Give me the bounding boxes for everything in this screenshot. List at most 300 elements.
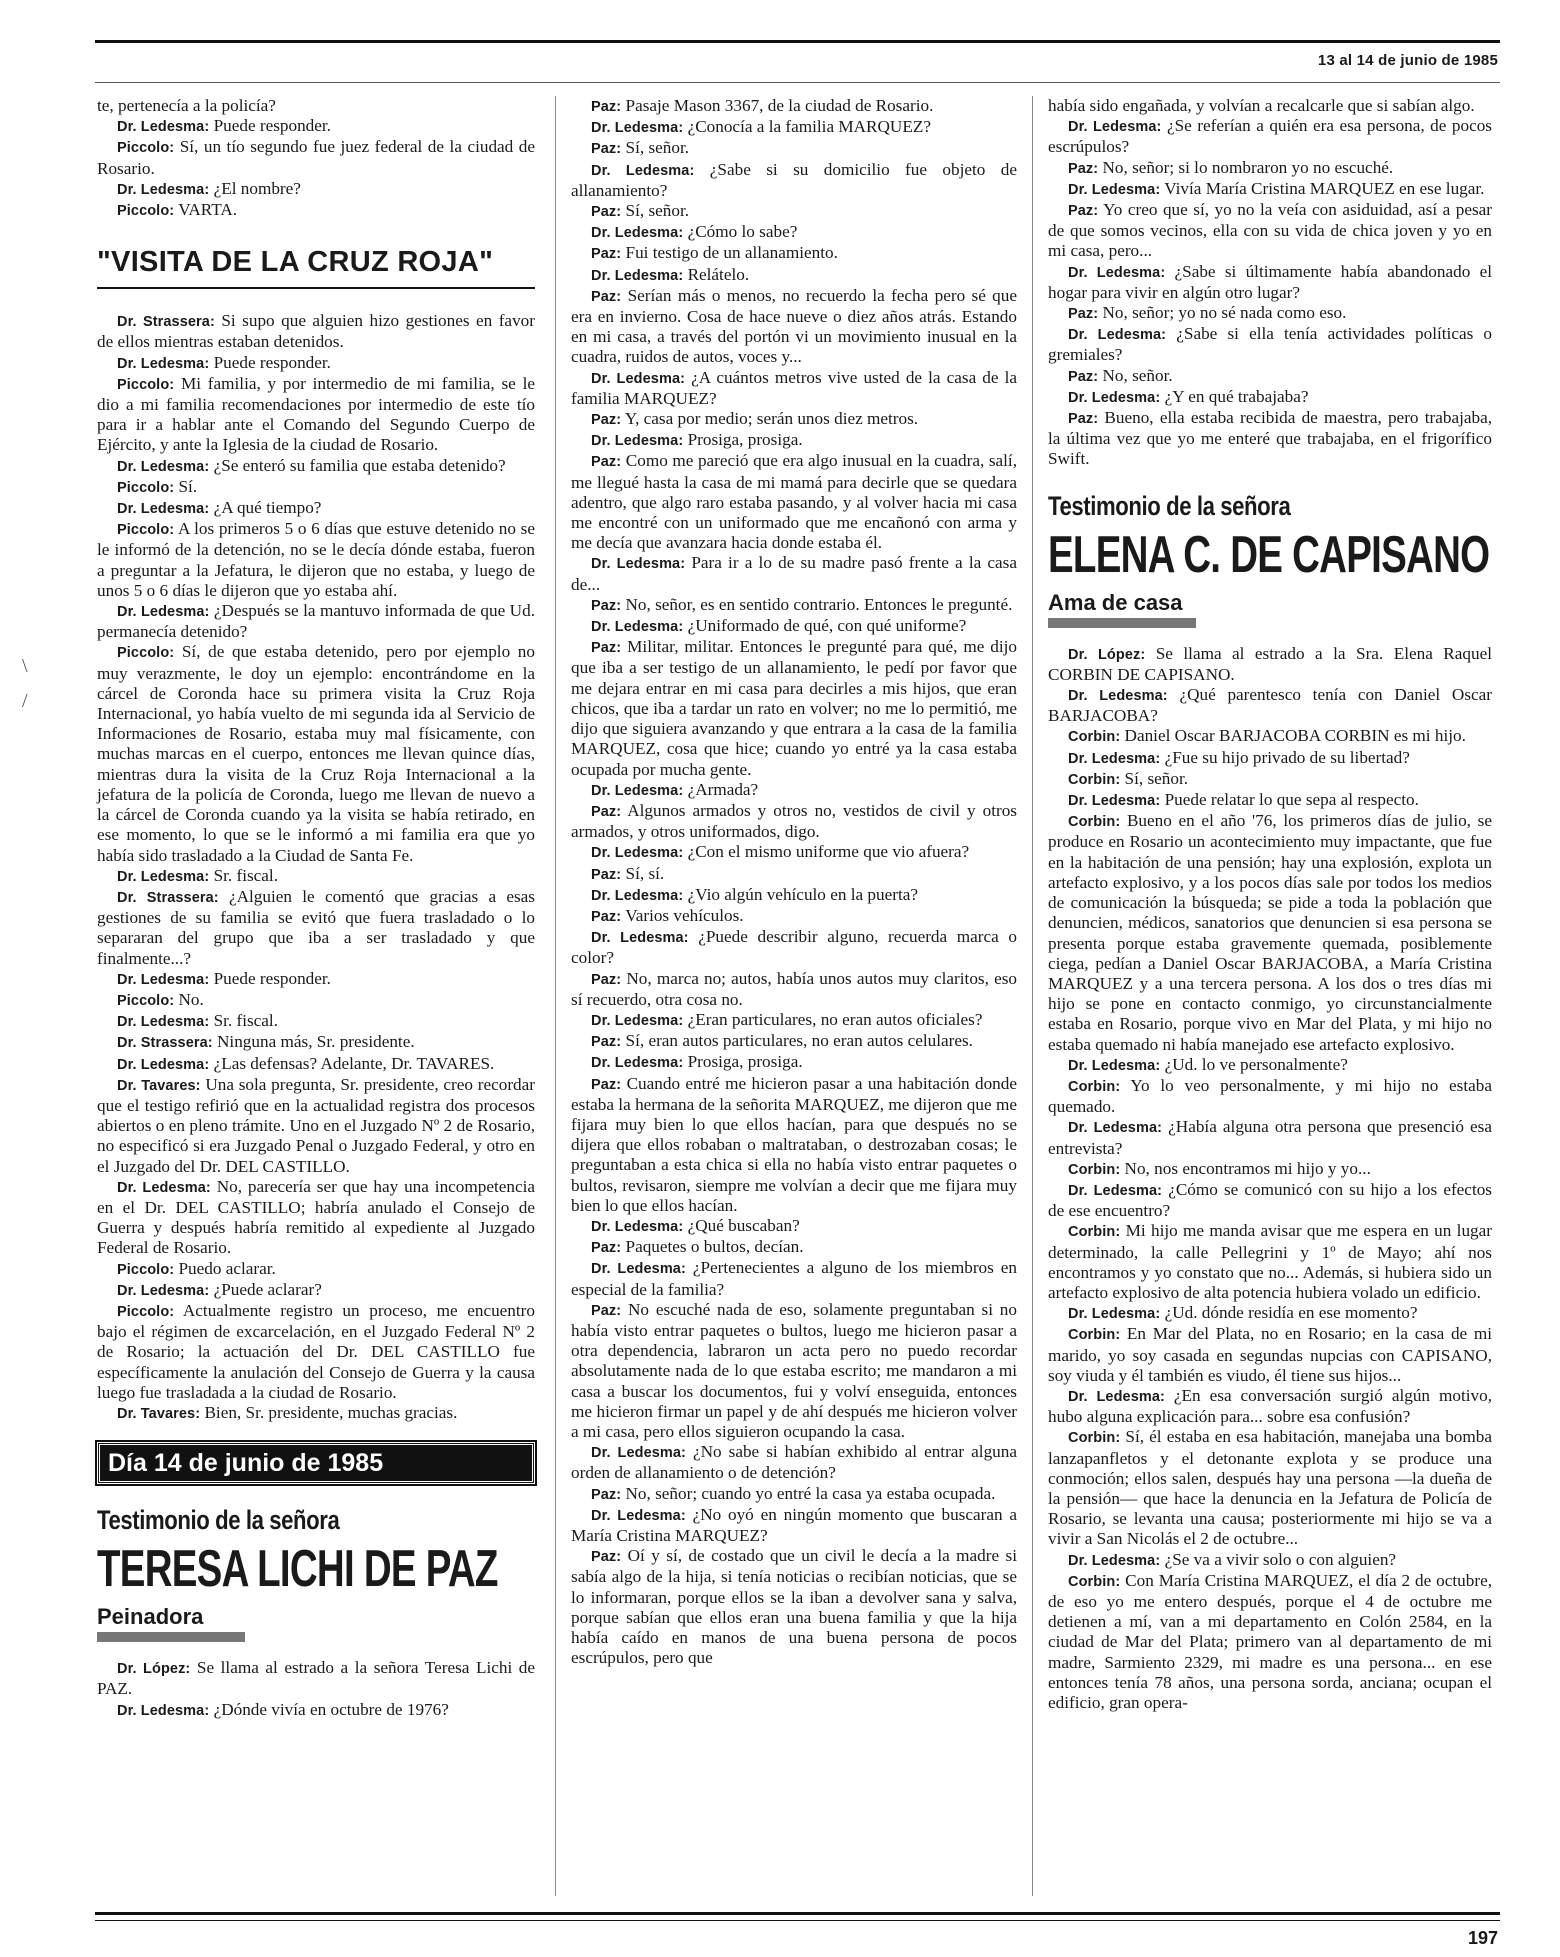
col1-paragraphs-b (97, 311, 535, 1424)
column-rule (1032, 96, 1033, 1896)
testimony-name: ELENA C. DE CAPISANO (1048, 525, 1490, 584)
speaker-label: Paz: (1068, 368, 1099, 385)
speaker-label: Dr. Ledesma: (1068, 264, 1166, 281)
speaker-label: Corbin: (1068, 1078, 1121, 1095)
speech-text: VARTA. (174, 200, 238, 220)
transcript-paragraph (571, 864, 1017, 885)
speaker-label: Dr. Ledesma: (1068, 688, 1168, 705)
speaker-label: Paz: (1068, 203, 1099, 220)
transcript-paragraph (571, 1031, 1017, 1052)
speaker-label: Paz: (591, 99, 622, 115)
transcript-paragraph (571, 1505, 1017, 1546)
speech-text: ¿Ud. dónde residía en ese momento? (1160, 1303, 1418, 1323)
speaker-label: Paz: (591, 288, 622, 305)
speaker-label: Dr. Strassera: (117, 889, 219, 906)
transcript-paragraph (97, 887, 535, 969)
transcript-paragraph (1048, 748, 1492, 769)
speaker-label: Corbin: (1068, 1430, 1121, 1447)
speaker-label: Dr. Ledesma: (591, 845, 684, 862)
transcript-paragraph (97, 990, 535, 1011)
speech-text: Bueno en el año '76, los primeros días de julio, se produce en Rosario un acontecimiento muy impactante, que fue en la habitación de una pensión; hay una explosión, explota un artefacto explosivo, y a los pocos días sale por todos los medios de comunicación la búsqueda; se pide a toda la población que denuncien, médicos, sanatorios que denuncien si esa persona se presenta porque estaba gravemente quemada, posiblemente ciega, pedían a Daniel Oscar BARJACOBA, a María Cristina MARQUEZ y a una tercera persona. A los dos o tres días mi hijo se pone en contacto conmigo, yo circunstancialmente estaba en Rosario, porque vivo en Mar del Plata, y mi hijo no estaba quemado ni había manejado ese artefacto explosivo. (1048, 811, 1492, 1054)
transcript-paragraph (97, 1032, 535, 1053)
transcript-paragraph (1048, 158, 1492, 179)
speaker-label: Paz: (1068, 411, 1099, 428)
speech-text: Varios vehículos. (621, 905, 744, 925)
transcript-paragraph (97, 200, 535, 221)
speaker-label: Piccolo: (117, 1261, 175, 1278)
transcript-paragraph (97, 498, 535, 519)
speaker-label: Paz: (591, 1240, 622, 1257)
transcript-paragraph (97, 866, 535, 887)
transcript-paragraph (571, 368, 1017, 409)
testimony-role: Ama de casa (1048, 589, 1183, 615)
transcript-paragraph (571, 1237, 1017, 1258)
speaker-label: Dr. Ledesma: (591, 1507, 686, 1524)
transcript-paragraph (1048, 1427, 1492, 1549)
speech-text: No, señor; si lo nombraron yo no escuché. (1098, 157, 1394, 177)
speaker-label: Paz: (591, 141, 622, 158)
speaker-label: Paz: (591, 908, 622, 925)
transcript-paragraph (97, 1177, 535, 1259)
transcript-paragraph (97, 116, 535, 137)
speech-text: No. (174, 989, 204, 1009)
speaker-label: Corbin: (1068, 771, 1121, 788)
speech-text: Puede responder. (209, 352, 331, 372)
col3-paragraphs-a (1048, 96, 1492, 470)
speech-text: Paquetes o bultos, decían. (621, 1237, 804, 1257)
transcript-paragraph (571, 1258, 1017, 1299)
testimony-heading: Testimonio de la señora (97, 1505, 340, 1536)
speaker-label: Dr. Ledesma: (591, 1261, 686, 1278)
speech-text: ¿Con el mismo uniforme que vio afuera? (683, 842, 970, 862)
speaker-label: Paz: (591, 640, 622, 657)
speech-text: Militar, militar. Entonces le pregunté para qué, me dijo que iba a ser testigo de un allanamiento, le pedí por favor que me dejara entrar en mi casa para decirles a mis hijos, que eran chicos, que iba a tardar un rato en volver; no me lo permitió, me dijo que siguiera avanzando y que entrara a la casa de la familia MARQUEZ, cosa que hice; cuando yo entré ya la casa estaba ocupada por mucha gente. (571, 637, 1017, 779)
speaker-label: Dr. Strassera: (117, 314, 215, 331)
speech-text: ¿Ud. lo ve personalmente? (1160, 1054, 1348, 1074)
speaker-label: Dr. Ledesma: (117, 119, 210, 136)
transcript-paragraph (1048, 179, 1492, 200)
speech-text: Una sola pregunta, Sr. presidente, creo recordar que el testigo refirió que en la actualidad registra dos procesos abiertos o en pleno trámite. Uno en el Juzgado Nº 2 de Rosario, no especificó si era Juzgado Penal o Juzgado Federal, y otro en el Juzgado del Dr. DEL CASTILLO. (97, 1074, 535, 1176)
speaker-label: Dr. López: (1068, 646, 1146, 663)
speaker-label: Dr. Ledesma: (591, 1445, 686, 1462)
transcript-paragraph (571, 201, 1017, 222)
column-1 (97, 96, 535, 1721)
transcript-paragraph (571, 595, 1017, 616)
transcript-paragraph (1048, 1303, 1492, 1324)
speaker-label: Paz: (591, 1486, 622, 1503)
speech-text: No, señor; cuando yo entré la casa ya estaba ocupada. (621, 1483, 996, 1503)
speech-text: ¿Había alguna otra persona que presenció esa entrevista? (1048, 1117, 1492, 1158)
speaker-label: Piccolo: (117, 376, 175, 393)
speaker-label: Dr. Ledesma: (591, 370, 686, 387)
testimony-name: TERESA LICHI DE PAZ (97, 1540, 498, 1599)
transcript-paragraph (1048, 116, 1492, 157)
speaker-label: Dr. Ledesma: (591, 1012, 684, 1029)
testimony-heading: Testimonio de la señora (1048, 490, 1291, 521)
speaker-label: Dr. Ledesma: (591, 120, 684, 137)
speaker-label: Dr. Ledesma: (117, 971, 210, 988)
col3-paragraphs-b (1048, 644, 1492, 1714)
transcript-paragraph (1048, 1159, 1492, 1180)
transcript-paragraph (571, 409, 1017, 430)
transcript-paragraph (97, 601, 535, 642)
speech-text: ¿Uniformado de qué, con qué uniforme? (683, 616, 967, 636)
transcript-paragraph (571, 117, 1017, 138)
speech-text: Y, casa por medio; serán unos diez metros. (621, 409, 919, 429)
speech-text: No, marca no; autos, había unos autos muy claritos, eso sí recuerdo, otra cosa no. (571, 968, 1017, 1009)
speaker-label: Dr. Tavares: (117, 1077, 201, 1094)
transcript-paragraph (97, 1403, 535, 1424)
speaker-label: Dr. Ledesma: (591, 887, 684, 904)
speaker-label: Dr. Ledesma: (1068, 327, 1167, 344)
transcript-paragraph (97, 969, 535, 990)
speech-text: Sr. fiscal. (209, 1011, 279, 1031)
transcript-paragraph (97, 1280, 535, 1301)
transcript-paragraph (1048, 200, 1492, 262)
speech-text: ¿Las defensas? Adelante, Dr. TAVARES. (209, 1053, 495, 1073)
speech-text: ¿Se va a vivir solo o con alguien? (1160, 1549, 1397, 1569)
transcript-paragraph (97, 1075, 535, 1177)
speaker-label: Paz: (591, 1549, 622, 1566)
transcript-paragraph (97, 642, 535, 865)
speaker-label: Paz: (591, 803, 622, 820)
transcript-paragraph (1048, 408, 1492, 470)
column-rule (555, 96, 556, 1896)
role-bar (1048, 618, 1196, 628)
speaker-label: Dr. Ledesma: (591, 782, 684, 799)
transcript-paragraph (571, 885, 1017, 906)
bottom-rule (95, 1912, 1500, 1915)
speech-text: ¿Sabe si su domicilio fue objeto de allanamiento? (571, 159, 1017, 200)
transcript-paragraph (97, 311, 535, 352)
speech-text: No, señor, es en sentido contrario. Entonces le pregunté. (621, 594, 1013, 614)
speech-text: Si supo que alguien hizo gestiones en favor de ellos mientras estaban detenidos. (97, 311, 535, 352)
transcript-paragraph (1048, 726, 1492, 747)
transcript-paragraph (571, 96, 1017, 117)
transcript-paragraph (97, 1301, 535, 1403)
speech-text: ¿Se enteró su familia que estaba detenido? (209, 455, 506, 475)
speech-text: Sí. (174, 476, 198, 496)
speech-text: Puede responder. (209, 116, 331, 136)
speaker-label: Corbin: (1068, 1327, 1121, 1344)
speaker-label: Dr. Ledesma: (591, 1218, 684, 1235)
speaker-label: Dr. Ledesma: (117, 1014, 210, 1031)
transcript-paragraph (571, 969, 1017, 1010)
speech-text: ¿Puede describir alguno, recuerda marca o color? (571, 927, 1018, 968)
speaker-label: Dr. Ledesma: (117, 1179, 211, 1196)
speech-text: ¿No sabe si habían exhibido al entrar alguna orden de allanamiento o de detención? (571, 1442, 1017, 1483)
section-rule (97, 287, 535, 289)
transcript-paragraph (1048, 366, 1492, 387)
speaker-label: Piccolo: (117, 992, 175, 1009)
transcript-paragraph (1048, 1324, 1492, 1386)
speech-text: Relátelo. (683, 264, 750, 284)
speech-text: ¿Qué parentesco tenía con Daniel Oscar BARJACOBA? (1048, 685, 1492, 726)
speaker-label: Dr. Ledesma: (1068, 389, 1161, 406)
speech-text: Yo lo veo personalmente, y mi hijo no estaba quemado. (1048, 1075, 1492, 1117)
speaker-label: Corbin: (1068, 729, 1121, 746)
speech-text: ¿Puede aclarar? (209, 1279, 322, 1299)
transcript-paragraph (1048, 96, 1492, 116)
transcript-paragraph (571, 1010, 1017, 1031)
speech-text: Sí, eran autos particulares, no eran autos celulares. (621, 1031, 973, 1051)
speaker-label: Dr. Ledesma: (1068, 1552, 1161, 1569)
speech-text: ¿Eran particulares, no eran autos oficiales? (683, 1009, 983, 1029)
margin-mark: \ (22, 655, 28, 677)
speech-text: Prosiga, prosiga. (683, 430, 803, 450)
transcript-paragraph (571, 1442, 1017, 1483)
speech-text: te, pertenecía a la policía? (97, 96, 276, 115)
transcript-paragraph (571, 1546, 1017, 1668)
speech-text: En Mar del Plata, no en Rosario; en la casa de mi marido, yo soy casada en segundas nupcias con CAPISANO, soy viuda y él también es viudo, él tiene sus hijos... (1048, 1324, 1492, 1385)
transcript-paragraph (571, 160, 1017, 201)
speaker-label: Dr. Ledesma: (117, 604, 210, 621)
speaker-label: Dr. Ledesma: (117, 458, 210, 475)
speaker-label: Paz: (1068, 306, 1099, 323)
transcript-paragraph (571, 1216, 1017, 1237)
transcript-paragraph (97, 137, 535, 178)
speech-text: Oí y sí, de costado que un civil le decía a la madre si sabía algo de la hija, si tenía noticias o recibían noticias, que se lo informaran, porque ellos se la iban a devolver sana y salva, porque sabían que ellos eran una buena familia y que la hija había caído en manos de una buena persona de pocos escrúpulos, pero que (571, 1546, 1017, 1668)
speaker-label: Paz: (591, 1076, 622, 1093)
speech-text: Como me pareció que era algo inusual en la cuadra, salí, me llegué hasta la casa de mi mamá para decirle que se quedara adentro, que algo raro estaba pasando, y al volver hacia mi casa me encontré con un uniformado que me encañonó con arma y me decía que avanzara hacia donde estaba él. (571, 451, 1017, 553)
transcript-paragraph (1048, 303, 1492, 324)
speaker-label: Paz: (591, 597, 622, 614)
transcript-paragraph (97, 1054, 535, 1075)
speech-text: Sí, señor. (1120, 768, 1189, 788)
speaker-label: Dr. Strassera: (117, 1035, 213, 1052)
transcript-paragraph (1048, 1571, 1492, 1713)
speech-text: ¿Qué buscaban? (683, 1215, 800, 1235)
speaker-label: Piccolo: (117, 1303, 175, 1320)
speaker-label: Dr. Ledesma: (591, 225, 684, 242)
speech-text: Con María Cristina MARQUEZ, el día 2 de octubre, de eso yo me entero después, porque el 4 de octubre me detienen a mí, van a mi departamento en Colón 2584, en la ciudad de Mar del Plata; primero van al departamento de mi madre, Sarmiento 2329, mi madre es una persona... en ese entonces tenía 78 años, una persona sorda, anciana; ocupan el edificio, gran opera- (1048, 1570, 1492, 1713)
speech-text: ¿Cómo lo sabe? (683, 222, 798, 242)
transcript-paragraph (97, 353, 535, 374)
speaker-label: Dr. Tavares: (117, 1405, 201, 1422)
transcript-paragraph (571, 265, 1017, 286)
speaker-label: Dr. Ledesma: (591, 267, 684, 284)
speaker-label: Dr. Ledesma: (591, 1055, 684, 1072)
speaker-label: Dr. Ledesma: (591, 619, 684, 636)
speech-text: ¿Vio algún vehículo en la puerta? (683, 884, 918, 904)
speech-text: No, parecería ser que hay una incompetencia en el Dr. DEL CASTILLO; habría anulado el Consejo de Guerra y después habría remitido al expediente al Juzgado Federal de Rosario. (97, 1176, 536, 1258)
speech-text: ¿Armada? (683, 779, 759, 799)
transcript-paragraph (97, 374, 535, 456)
speech-text: Bueno, ella estaba recibida de maestra, pero trabajaba, la última vez que yo me enteré que trabajaba, en el frigorífico Swift. (1048, 408, 1492, 469)
speech-text: Bien, Sr. presidente, muchas gracias. (200, 1402, 458, 1422)
speech-text: Se llama al estrado a la señora Teresa Lichi de PAZ. (97, 1658, 535, 1699)
speaker-label: Dr. Ledesma: (591, 930, 689, 947)
speech-text: Sí, él estaba en esa habitación, manejaba una bomba lanzapanfletos y el detonante explota y se produce una conmoción; ellos salen, después hay una persona —la dueña de la pensión— que hace la denuncia en la Jefatura de Policía de Rosario, se levanta una causa; posteriormente mi hijo se va a vivir a San Nicolás el 2 de octubre... (1048, 1427, 1492, 1549)
transcript-paragraph (97, 1700, 535, 1721)
transcript-paragraph (1048, 1076, 1492, 1117)
speaker-label: Dr. Ledesma: (591, 162, 695, 179)
speech-text: Prosiga, prosiga. (683, 1052, 803, 1072)
speaker-label: Paz: (591, 454, 622, 471)
speech-text: ¿Dónde vivía en octubre de 1976? (209, 1699, 449, 1719)
margin-mark: / (22, 690, 28, 712)
speech-text: Sí, señor. (621, 201, 690, 221)
transcript-paragraph (571, 1074, 1017, 1216)
speech-text: Fui testigo de un allanamiento. (621, 243, 838, 263)
speech-text: Se llama al estrado a la Sra. Elena Raquel CORBIN DE CAPISANO. (1048, 643, 1492, 684)
speech-text: No, nos encontramos mi hijo y yo... (1120, 1158, 1371, 1178)
transcript-paragraph (571, 451, 1017, 553)
column-2 (571, 96, 1017, 1668)
bottom-rule (95, 1920, 1500, 1921)
speaker-label: Corbin: (1068, 1224, 1121, 1241)
speaker-label: Dr. Ledesma: (117, 501, 210, 518)
speaker-label: Dr. Ledesma: (1068, 793, 1161, 810)
speech-text: Sí, un tío segundo fue juez federal de la ciudad de Rosario. (97, 137, 535, 178)
speaker-label: Dr. Ledesma: (1068, 1182, 1163, 1199)
speaker-label: Piccolo: (117, 203, 175, 220)
transcript-paragraph (571, 138, 1017, 159)
speaker-label: Dr. Ledesma: (117, 1056, 210, 1073)
speech-text: Cuando entré me hicieron pasar a una habitación donde estaba la hermana de la señorita MARQUEZ, me dijeron que me fijara muy bien lo que ellos hacían, para que después no se dijera que ellos robaban o maltrataban, o destrozaban cosas; le preguntaban a esta chica si ella no había visto entrar paquetes o bultos, revisaron, siempre me volvían a decir que me fijara muy bien lo que ellos hacían. (571, 1073, 1017, 1215)
speech-text: Algunos armados y otros no, vestidos de civil y otros armados, y otros uniformados, digo. (571, 800, 1017, 842)
transcript-paragraph (571, 780, 1017, 801)
speaker-label: Dr. Ledesma: (117, 1702, 210, 1719)
col1-paragraphs-c (97, 1658, 535, 1721)
speech-text: ¿Sabe si ella tenía actividades políticas o gremiales? (1048, 324, 1493, 365)
transcript-paragraph (97, 519, 535, 601)
transcript-paragraph (1048, 1386, 1492, 1427)
speech-text: había sido engañada, y volvían a recalcarle que si sabían algo. (1048, 96, 1475, 115)
speech-text: Puede responder. (209, 968, 331, 988)
transcript-paragraph (571, 1300, 1017, 1442)
transcript-paragraph (97, 179, 535, 200)
col1-paragraphs-a (97, 96, 535, 221)
speaker-label: Paz: (591, 1302, 622, 1319)
transcript-paragraph (571, 1052, 1017, 1073)
transcript-paragraph (97, 1011, 535, 1032)
speech-text: Sí, señor. (621, 138, 690, 158)
speech-text: ¿Se referían a quién era esa persona, de pocos escrúpulos? (1048, 116, 1492, 157)
transcript-paragraph (1048, 1550, 1492, 1571)
speech-text: Mi hijo me manda avisar que me espera en un lugar determinado, la calle Pellegrini y 1º de Mayo; ahí nos encontramos y yo constato que no... Además, si hubiera sido un artefacto explosivo de alta potencia hubiera volado un edificio. (1048, 1221, 1492, 1302)
top-rule-thin (95, 82, 1500, 83)
speaker-label: Dr. Ledesma: (117, 1282, 210, 1299)
speaker-label: Paz: (591, 412, 622, 429)
column-3 (1048, 96, 1492, 1713)
speaker-label: Paz: (591, 1034, 622, 1051)
speech-text: ¿A qué tiempo? (209, 498, 322, 518)
transcript-paragraph (1048, 387, 1492, 408)
speech-text: Mi familia, y por intermedio de mi familia, se le dio a mi familia recomendaciones por intermedio de este tío para ir a hablar ante el Comando del Segundo Cuerpo de Ejército, y ante la Iglesia de la ciudad de Rosario. (97, 373, 535, 455)
transcript-paragraph (571, 927, 1017, 968)
speaker-label: Piccolo: (117, 645, 175, 662)
transcript-paragraph (571, 637, 1017, 779)
transcript-paragraph (571, 430, 1017, 451)
speaker-label: Dr. Ledesma: (117, 181, 210, 198)
speaker-label: Paz: (591, 246, 622, 263)
speech-text: Sr. fiscal. (209, 865, 279, 885)
speaker-label: Corbin: (1068, 814, 1121, 831)
transcript-paragraph (571, 616, 1017, 637)
speech-text: Puedo aclarar. (174, 1258, 276, 1278)
transcript-paragraph (97, 96, 535, 116)
speech-text: ¿Pertenecientes a alguno de los miembros en especial de la familia? (571, 1258, 1017, 1299)
speech-text: Sí, de que estaba detenido, pero por ejemplo no muy verazmente, le doy un ejemplo: encontrándome en la cárcel de Coronda hace su primera visita la Cruz Roja Internacional, yo había vuelto de mi segunda ida al Servicio de Informaciones de Rosario, estaba muy mal físicamente, con muchas marcas en el cuerpo, entonces me llevan quince días, mientras dura la visita de la Cruz Roja Internacional a la jefatura de la policía de Coronda, luego me llevan de nuevo a la cárcel de Coronda cuando ya la visita se había retirado, en ese momento, lo que se le informó a mi familia era que yo había sido trasladado a la Ciudad de Santa Fe. (97, 642, 535, 865)
speech-text: Actualmente registro un proceso, me encuentro bajo el régimen de excarcelación, en el Juzgado Federal Nº 2 de Rosario; la actuación del Dr. DEL CASTILLO fue específicamente la anulación del Consejo de Guerra y la causa luego fue trasladada a la ciudad de Rosario. (97, 1300, 535, 1402)
speaker-label: Paz: (591, 866, 622, 883)
transcript-paragraph (571, 1484, 1017, 1505)
speaker-label: Dr. Ledesma: (591, 556, 686, 573)
transcript-paragraph (571, 906, 1017, 927)
speaker-label: Dr. Ledesma: (591, 433, 684, 450)
transcript-paragraph (571, 801, 1017, 842)
transcript-paragraph (571, 842, 1017, 863)
speaker-label: Dr. Ledesma: (1068, 1057, 1161, 1074)
testimony-role: Peinadora (97, 1604, 204, 1630)
speech-text: No, señor. (1098, 365, 1173, 385)
speaker-label: Dr. Ledesma: (117, 355, 210, 372)
speaker-label: Paz: (1068, 160, 1099, 177)
speaker-label: Piccolo: (117, 479, 175, 496)
transcript-paragraph (571, 222, 1017, 243)
transcript-paragraph (97, 456, 535, 477)
speaker-label: Paz: (591, 971, 622, 988)
speech-text: ¿Alguien le comentó que gracias a esas gestiones de su familia se evitó que fuera trasladado o lo separaran del grupo que iba a ser trasladado y que finalmente...? (97, 886, 535, 968)
speech-text: ¿Conocía a la familia MARQUEZ? (683, 117, 931, 137)
transcript-paragraph (1048, 811, 1492, 1054)
speech-text: ¿Fue su hijo privado de su libertad? (1160, 747, 1410, 767)
speech-text: Sí, sí. (621, 863, 665, 883)
top-rule (95, 40, 1500, 43)
speaker-label: Dr. Ledesma: (1068, 750, 1161, 767)
transcript-paragraph (1048, 1117, 1492, 1158)
speech-text: Ninguna más, Sr. presidente. (212, 1032, 415, 1052)
speech-text: Pasaje Mason 3367, de la ciudad de Rosario. (621, 96, 934, 115)
transcript-paragraph (1048, 324, 1492, 365)
page-number: 197 (1467, 1928, 1498, 1948)
transcript-paragraph (1048, 262, 1492, 303)
transcript-paragraph (1048, 1055, 1492, 1076)
transcript-paragraph (1048, 644, 1492, 685)
speech-text: No, señor; yo no sé nada como eso. (1098, 303, 1347, 323)
transcript-paragraph (97, 477, 535, 498)
transcript-paragraph (571, 243, 1017, 264)
section-title: "VISITA DE LA CRUZ ROJA" (97, 246, 494, 279)
speaker-label: Dr. Ledesma: (1068, 1306, 1161, 1323)
speaker-label: Dr. Ledesma: (117, 868, 210, 885)
speaker-label: Piccolo: (117, 140, 175, 157)
speech-text: ¿A cuántos metros vive usted de la casa de la familia MARQUEZ? (571, 367, 1018, 408)
speech-text: ¿No oyó en ningún momento que buscaran a María Cristina MARQUEZ? (571, 1504, 1017, 1546)
transcript-paragraph (1048, 1180, 1492, 1221)
speech-text: ¿Sabe si últimamente había abandonado el hogar para vivir en algún otro lugar? (1048, 261, 1492, 302)
role-bar (97, 1632, 245, 1642)
transcript-paragraph (1048, 1221, 1492, 1303)
speaker-label: Corbin: (1068, 1573, 1121, 1590)
speech-text: ¿El nombre? (209, 178, 301, 198)
transcript-paragraph (97, 1259, 535, 1280)
running-head-date: 13 al 14 de junio de 1985 (1317, 52, 1498, 69)
col2-paragraphs (571, 96, 1017, 1668)
speaker-label: Paz: (591, 204, 622, 221)
speech-text: Vivía María Cristina MARQUEZ en ese lugar. (1160, 178, 1485, 198)
speech-text: Yo creo que sí, yo no la veía con asiduidad, así a pesar de que somos vecinos, ella con su vida de chica joven y yo en mi casa, pero... (1048, 200, 1492, 261)
speech-text: ¿Cómo se comunicó con su hijo a los efectos de ese encuentro? (1048, 1179, 1492, 1221)
speech-text: ¿Después se la mantuvo informada de que Ud. permanecía detenido? (97, 601, 535, 642)
transcript-paragraph (1048, 769, 1492, 790)
transcript-paragraph (1048, 685, 1492, 726)
day-banner: Día 14 de junio de 1985 (97, 1442, 535, 1484)
speaker-label: Piccolo: (117, 522, 175, 539)
transcript-paragraph (571, 553, 1017, 594)
speaker-label: Dr. Ledesma: (1068, 1388, 1165, 1405)
